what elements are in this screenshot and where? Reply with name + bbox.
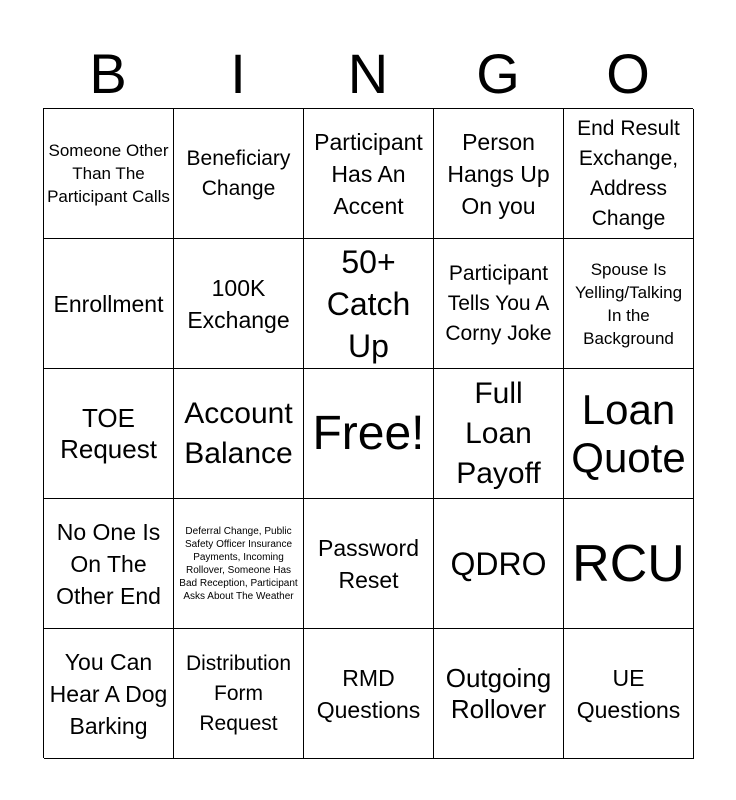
bingo-card-grid xyxy=(43,108,693,758)
bingo-cell-label: Free! xyxy=(312,406,425,460)
bingo-cell-label: Participant Tells You A Corny Joke xyxy=(445,261,552,345)
bingo-cell-i4[interactable] xyxy=(174,499,304,629)
bingo-cell-label: Full Loan Payoff xyxy=(456,376,541,490)
bingo-cell-label: Account Balance xyxy=(184,396,293,470)
bingo-cell-free[interactable] xyxy=(304,369,434,499)
bingo-cell-label: Participant Has An Accent xyxy=(314,128,423,219)
bingo-cell-i2[interactable] xyxy=(174,239,304,369)
bingo-cell-label: Loan Quote xyxy=(571,385,686,481)
bingo-cell-o4[interactable] xyxy=(564,499,694,629)
bingo-cell-label: Person Hangs Up On you xyxy=(447,128,550,219)
bingo-header xyxy=(43,40,693,108)
bingo-cell-n2[interactable] xyxy=(304,239,434,369)
bingo-cell-i1[interactable] xyxy=(174,109,304,239)
bingo-cell-i3[interactable] xyxy=(174,369,304,499)
bingo-cell-o3[interactable] xyxy=(564,369,694,499)
bingo-cell-label: You Can Hear A Dog Barking xyxy=(49,648,168,739)
bingo-cell-g4[interactable] xyxy=(434,499,564,629)
bingo-cell-label: RMD Questions xyxy=(316,664,421,723)
bingo-cell-g5[interactable] xyxy=(434,629,564,759)
bingo-cell-label: No One Is On The Other End xyxy=(56,518,161,609)
bingo-cell-b3[interactable] xyxy=(44,369,174,499)
bingo-cell-label: Beneficiary Change xyxy=(186,146,291,200)
bingo-cell-label: UE Questions xyxy=(576,664,681,723)
header-letter-n: N xyxy=(347,42,389,105)
bingo-cell-label: TOE Request xyxy=(60,402,157,464)
bingo-cell-label: RCU xyxy=(572,534,685,593)
bingo-cell-g1[interactable] xyxy=(434,109,564,239)
bingo-cell-n4[interactable] xyxy=(304,499,434,629)
bingo-cell-b1[interactable] xyxy=(44,109,174,239)
bingo-cell-i5[interactable] xyxy=(174,629,304,759)
bingo-cell-label: Enrollment xyxy=(53,290,164,317)
bingo-cell-g3[interactable] xyxy=(434,369,564,499)
bingo-cell-n5[interactable] xyxy=(304,629,434,759)
bingo-cell-label: 50+ Catch Up xyxy=(326,243,411,364)
bingo-cell-o2[interactable] xyxy=(564,239,694,369)
bingo-cell-label: Deferral Change, Public Safety Officer Insurance Payments, Incoming Rollover, Someone Has Bad Reception, Participant Asks About The Weather xyxy=(179,525,298,602)
bingo-cell-label: Distribution Form Request xyxy=(185,651,292,735)
bingo-cell-o1[interactable] xyxy=(564,109,694,239)
bingo-cell-o5[interactable] xyxy=(564,629,694,759)
header-letter-g: G xyxy=(476,42,520,105)
bingo-cell-b4[interactable] xyxy=(44,499,174,629)
bingo-cell-label: Outgoing Rollover xyxy=(445,662,552,724)
bingo-cell-g2[interactable] xyxy=(434,239,564,369)
bingo-cell-n1[interactable] xyxy=(304,109,434,239)
bingo-cell-label: End Result Exchange, Address Change xyxy=(577,116,680,230)
bingo-cell-b5[interactable] xyxy=(44,629,174,759)
bingo-cell-label: QDRO xyxy=(450,545,547,582)
header-letter-b: B xyxy=(89,42,127,105)
bingo-cell-label: Password Reset xyxy=(318,534,419,593)
bingo-cell-label: Spouse Is Yelling/Talking In the Background xyxy=(574,259,683,348)
bingo-cell-label: Someone Other Than The Participant Calls xyxy=(47,141,170,206)
bingo-cell-b2[interactable] xyxy=(44,239,174,369)
header-letter-i: I xyxy=(230,42,246,105)
bingo-cell-label: 100K Exchange xyxy=(187,274,290,333)
header-letter-o: O xyxy=(606,42,650,105)
